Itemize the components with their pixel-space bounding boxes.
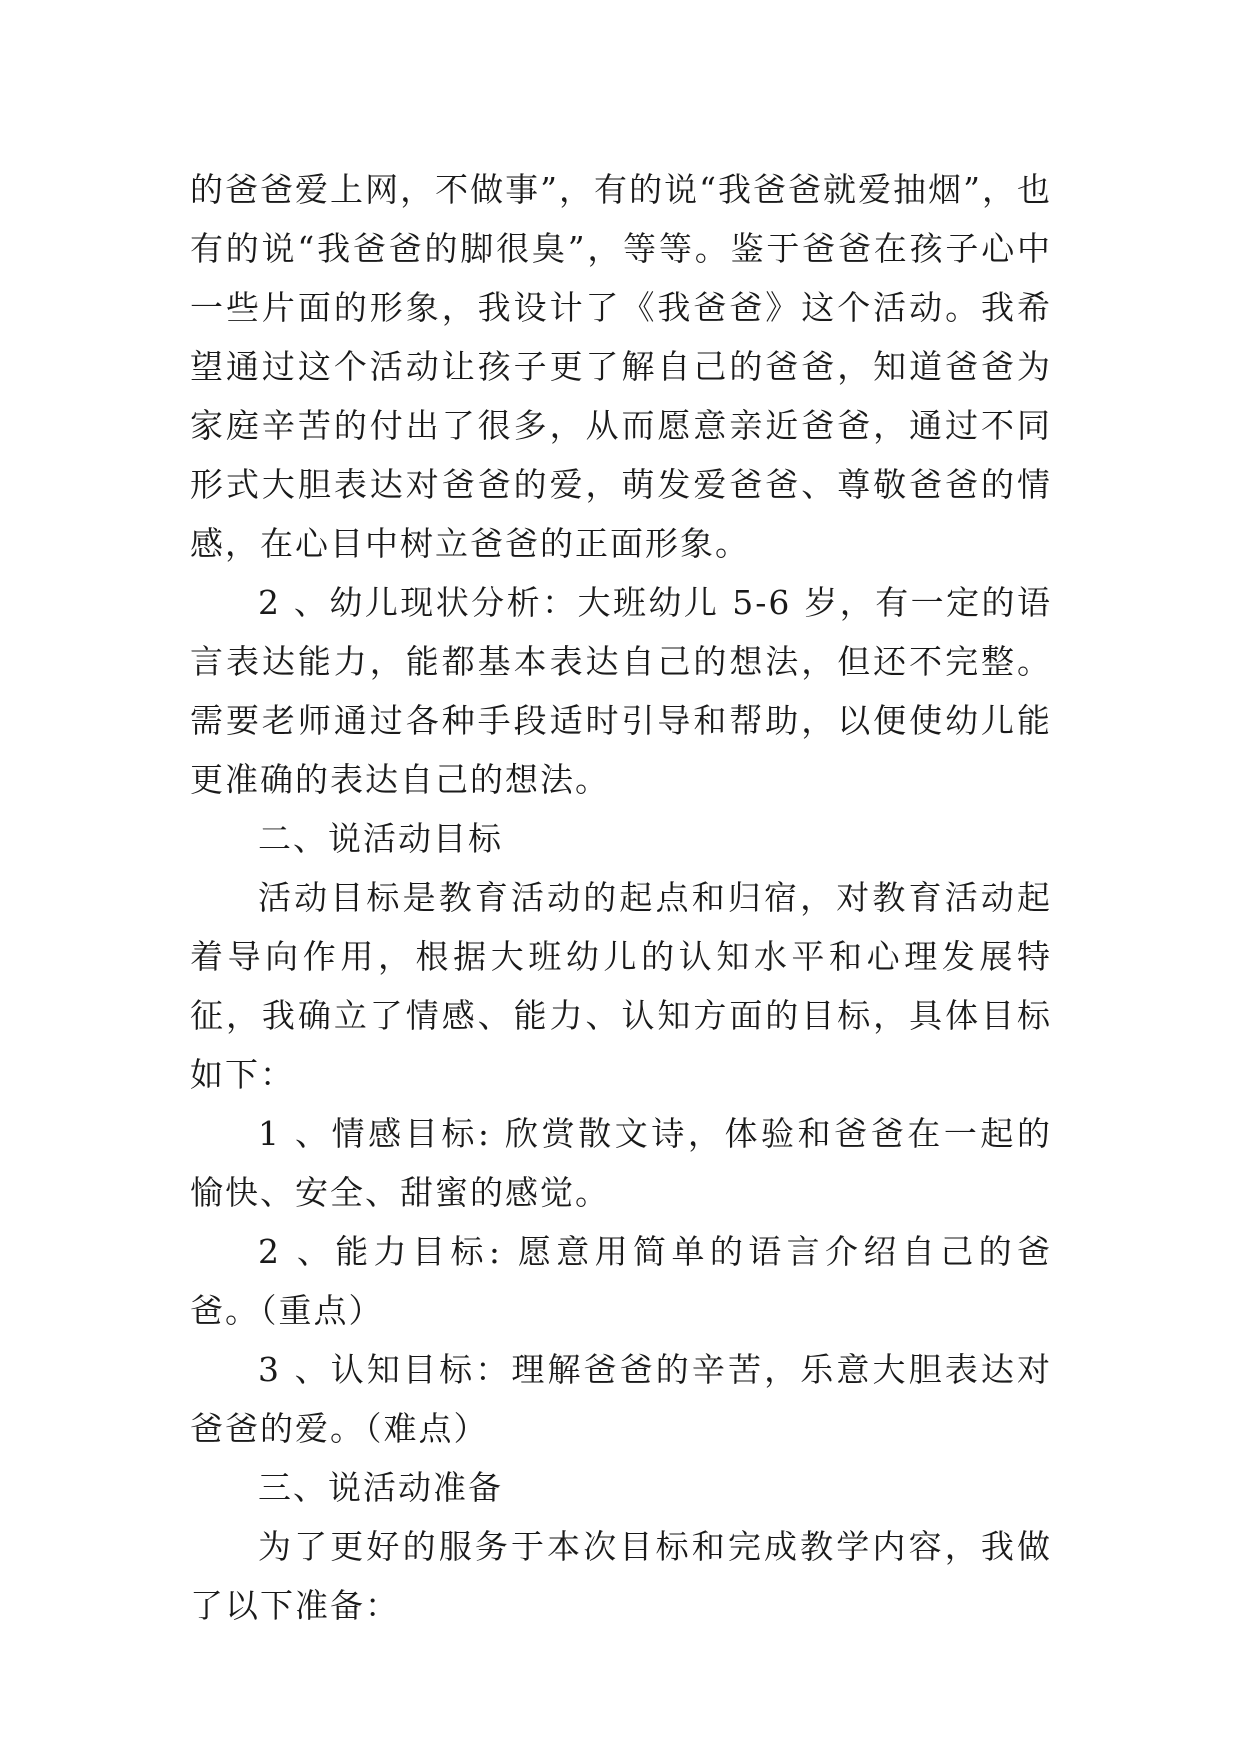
goal-item-ability: 2 、能力目标: 愿意用简单的语言介绍自己的爸爸。（重点） [190, 1232, 1052, 1330]
paragraph-child-analysis: 2 、幼儿现状分析：大班幼儿 5-6 岁，有一定的语言表达能力，能都基本表达自己的想法，但还不完整。需要老师通过各种手段适时引导和帮助，以便使幼儿能更准确的表达自己的想法。 [190, 583, 1052, 799]
section-heading-preparation: 三、说活动准备 [258, 1468, 503, 1507]
paragraph-intro-continuation: 的爸爸爱上网，不做事”，有的说“我爸爸就爱抽烟”，也有的说“我爸爸的脚很臭”，等等。鉴于爸爸在孩子心中一些片面的形象，我设计了《我爸爸》这个活动。我希望通过这个活动让孩子更了解自己的爸爸，知道爸爸为家庭辛苦的付出了很多，从而愿意亲近爸爸，通过不同形式大胆表达对爸爸的爱，萌发爱爸爸、尊敬爸爸的情感，在心目中树立爸爸的正面形象。 [190, 170, 1052, 563]
goal-item-cognition: 3 、认知目标：理解爸爸的辛苦，乐意大胆表达对爸爸的爱。（难点） [190, 1350, 1052, 1448]
paragraph-goals-intro: 活动目标是教育活动的起点和归宿，对教育活动起着导向作用，根据大班幼儿的认知水平和心理发展特征，我确立了情感、能力、认知方面的目标，具体目标如下： [190, 878, 1052, 1094]
section-heading-goals: 二、说活动目标 [258, 819, 503, 858]
goal-item-emotion: 1 、情感目标: 欣赏散文诗，体验和爸爸在一起的愉快、安全、甜蜜的感觉。 [190, 1114, 1052, 1212]
paragraph-preparation-intro: 为了更好的服务于本次目标和完成教学内容，我做了以下准备： [190, 1527, 1052, 1625]
document-body [190, 160, 1052, 1635]
